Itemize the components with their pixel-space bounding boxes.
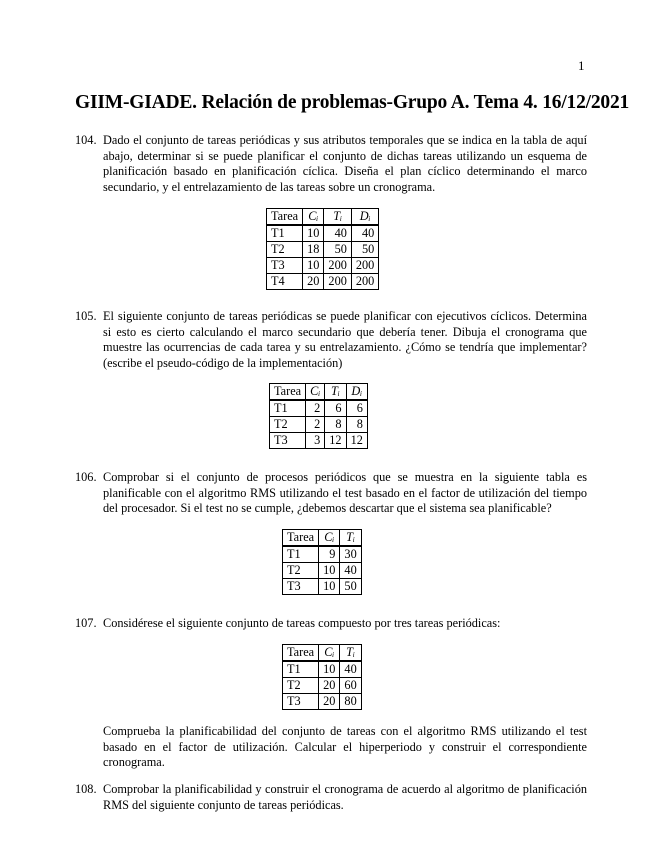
table-row xyxy=(267,274,379,290)
table-cell: 200 xyxy=(351,258,378,274)
table-cell: 40 xyxy=(324,225,351,242)
column-header: Tarea xyxy=(283,645,319,662)
table-cell: T3 xyxy=(270,433,306,449)
table-cell: 40 xyxy=(340,563,361,579)
task-table xyxy=(282,529,362,595)
table-cell: 60 xyxy=(340,678,361,694)
task-table xyxy=(266,208,379,290)
table-cell: 200 xyxy=(324,274,351,290)
column-header: Dᵢ xyxy=(346,384,367,401)
table-row xyxy=(283,579,362,595)
table-cell: T1 xyxy=(267,225,303,242)
table-header-row xyxy=(270,384,368,401)
table-cell: T3 xyxy=(283,579,319,595)
column-header: Tarea xyxy=(283,530,319,547)
table-cell: 10 xyxy=(319,579,340,595)
column-header: Cᵢ xyxy=(303,209,324,226)
table-cell: 10 xyxy=(319,563,340,579)
table-cell: 40 xyxy=(351,225,378,242)
table-cell: T3 xyxy=(267,258,303,274)
column-header: Tᵢ xyxy=(340,530,361,547)
table-row xyxy=(267,225,379,242)
table-cell: T2 xyxy=(267,242,303,258)
table-cell: 50 xyxy=(340,579,361,595)
table-cell: T1 xyxy=(283,546,319,563)
table-row xyxy=(270,400,368,417)
table-cell: T1 xyxy=(283,661,319,678)
table-row xyxy=(283,678,362,694)
column-header: Tᵢ xyxy=(325,384,346,401)
problem-text: Comprobar si el conjunto de procesos periódicos que se muestra en la siguiente tabla es planificable con el algoritmo RMS utilizando el test basado en el factor de utilización del tiempo del procesador. Si el test no se cumple, ¿debemos descartar que el sistema sea planificable? xyxy=(103,470,587,515)
table-cell: 3 xyxy=(306,433,325,449)
table-cell: 12 xyxy=(346,433,367,449)
problem-number: 104. xyxy=(75,133,97,147)
table-cell: 9 xyxy=(319,546,340,563)
table-cell: 200 xyxy=(351,274,378,290)
table-cell: T4 xyxy=(267,274,303,290)
table-row xyxy=(283,661,362,678)
problem-number: 108. xyxy=(75,782,97,796)
table-cell: T2 xyxy=(283,678,319,694)
problem-text-after: Comprueba la planificabilidad del conjunto de tareas con el algoritmo RMS utilizando el test basado en el factor de utilización. Calcular el hiperperiodo y construir el correspondiente cronograma. xyxy=(103,724,587,769)
table-cell: 8 xyxy=(346,417,367,433)
table-cell: 80 xyxy=(340,694,361,710)
table-cell: 2 xyxy=(306,417,325,433)
problem-text: Considérese el siguiente conjunto de tareas compuesto por tres tareas periódicas: xyxy=(103,616,501,630)
column-header: Tᵢ xyxy=(340,645,361,662)
problem-number: 105. xyxy=(75,309,97,323)
column-header: Tarea xyxy=(267,209,303,226)
page-number: 1 xyxy=(578,58,585,73)
table-cell: 30 xyxy=(340,546,361,563)
column-header: Dᵢ xyxy=(351,209,378,226)
table-row xyxy=(283,546,362,563)
problem-number: 106. xyxy=(75,470,97,484)
column-header: Tᵢ xyxy=(324,209,351,226)
table-cell: 2 xyxy=(306,400,325,417)
table-cell: 50 xyxy=(324,242,351,258)
table-cell: 20 xyxy=(319,694,340,710)
table-row xyxy=(267,242,379,258)
table-cell: 6 xyxy=(346,400,367,417)
table-cell: T2 xyxy=(283,563,319,579)
table-cell: 10 xyxy=(303,225,324,242)
table-cell: 8 xyxy=(325,417,346,433)
table-cell: 20 xyxy=(303,274,324,290)
table-row xyxy=(270,417,368,433)
column-header: Cᵢ xyxy=(306,384,325,401)
table-cell: 12 xyxy=(325,433,346,449)
table-row xyxy=(267,258,379,274)
column-header: Cᵢ xyxy=(319,645,340,662)
table-cell: T2 xyxy=(270,417,306,433)
problem-number: 107. xyxy=(75,616,97,630)
table-header-row xyxy=(283,645,362,662)
task-table xyxy=(269,383,368,449)
table-cell: 10 xyxy=(303,258,324,274)
table-cell: 18 xyxy=(303,242,324,258)
table-row xyxy=(270,433,368,449)
table-cell: 20 xyxy=(319,678,340,694)
column-header: Cᵢ xyxy=(319,530,340,547)
table-row xyxy=(283,563,362,579)
task-table xyxy=(282,644,362,710)
table-cell: 10 xyxy=(319,661,340,678)
table-header-row xyxy=(283,530,362,547)
column-header: Tarea xyxy=(270,384,306,401)
table-header-row xyxy=(267,209,379,226)
table-cell: 6 xyxy=(325,400,346,417)
page-title: GIIM-GIADE. Relación de problemas-Grupo A. Tema 4. 16/12/2021 xyxy=(75,92,630,113)
table-row xyxy=(283,694,362,710)
table-cell: 200 xyxy=(324,258,351,274)
problem-text: Dado el conjunto de tareas periódicas y sus atributos temporales que se indica en la tabla de aquí abajo, determinar si se puede planificar el conjunto de dichas tareas utilizando un esquema de planificación basado en planificación cíclica. Diseña el plan cíclico determinando el marco secundario, y el entrelazamiento de las tareas sobre un cronograma. xyxy=(103,133,587,194)
table-cell: T1 xyxy=(270,400,306,417)
table-cell: 40 xyxy=(340,661,361,678)
problem-text: El siguiente conjunto de tareas periódicas se puede planificar con ejecutivos cíclicos. Determina si esto es cierto calculando el marco secundario que debería tener. Dibuja el cronograma que muestre las ocurrencias de cada tarea y su entrelazamiento. ¿Cómo se tendría que implementar? (escribe el pseudo-código de la implementación) xyxy=(103,309,587,370)
problem-text: Comprobar la planificabilidad y construir el cronograma de acuerdo al algoritmo de planificación RMS del siguiente conjunto de tareas periódicas. xyxy=(103,782,587,812)
table-cell: T3 xyxy=(283,694,319,710)
table-cell: 50 xyxy=(351,242,378,258)
